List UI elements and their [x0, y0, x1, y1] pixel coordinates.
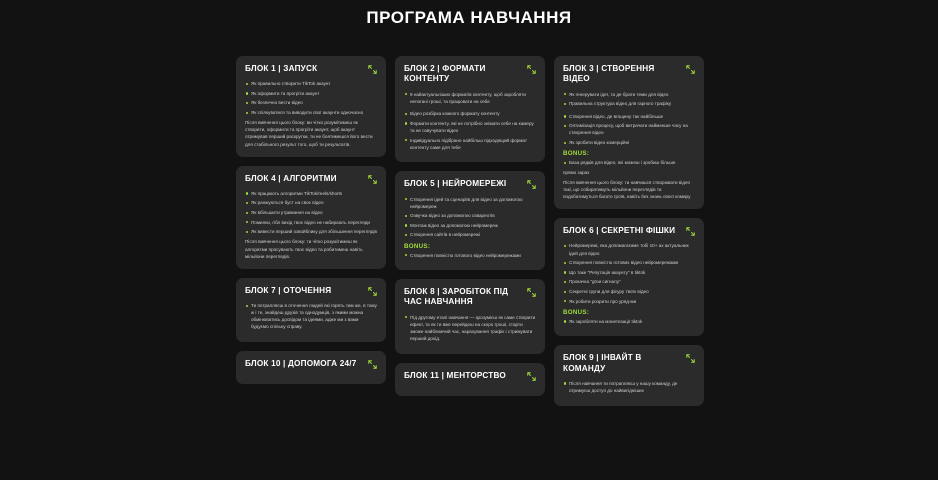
column-3 [554, 56, 704, 406]
card-extra-items [563, 113, 695, 146]
arrows-expand-icon[interactable] [686, 227, 695, 236]
card-block-1[interactable] [236, 56, 386, 157]
card-block-8[interactable] [395, 279, 545, 353]
list-item: Як зробити відео комерційні [563, 139, 695, 146]
card-items [404, 196, 536, 239]
list-item: Що таке "Репутація акаунту" в tiktok [563, 269, 695, 276]
card-block-11[interactable] [395, 363, 545, 396]
card-header [404, 371, 536, 381]
list-item: Як вивести перший озвойблику для збільшення переглядів [245, 228, 377, 235]
bonus-label: BONUS: [404, 242, 431, 250]
card-title: БЛОК 1 | ЗАПУСК [245, 64, 318, 73]
card-title: БЛОК 8 | ЗАРОБІТОК ПІД ЧАС НАВЧАННЯ [404, 287, 509, 307]
card-items [404, 314, 536, 342]
card-items [404, 91, 536, 105]
column-1 [236, 56, 386, 406]
card-block-10[interactable] [236, 351, 386, 384]
card-title: БЛОК 3 | СТВОРЕННЯ ВІДЕО [563, 64, 655, 84]
card-header [563, 353, 695, 374]
list-item: Як безпечно вести відео [245, 99, 377, 106]
arrows-expand-icon[interactable] [368, 65, 377, 74]
list-item: База рядків для відео, які можеш і зробиш більше [563, 159, 695, 166]
list-item: Індивідуально підібрано найбільш підходящий формат контенту саме для тебе [404, 137, 536, 151]
arrows-expand-icon[interactable] [527, 372, 536, 381]
list-item: Як ранжуються буст на своє відео [245, 199, 377, 206]
list-item: Під другому етапі навчання — зрозумієш як саме створити ефект, та як ти вже перейдеш на скоро гроші, старти зможе найближчий час, нарахування трафік і стримувати перший дохід. [404, 314, 536, 342]
list-item: Як заробляти на монетизації tiktok [563, 318, 695, 325]
card-header [404, 179, 536, 189]
list-item: Як правильно створити TikTok акаунт [245, 80, 377, 87]
card-block-4[interactable] [236, 166, 386, 269]
card-block-7[interactable] [236, 278, 386, 342]
card-items [563, 91, 695, 108]
list-item: Ти потрапляєш в оточення людей які горять тим же, в тому ж і те, знайдеш друзів та однодумців, з якими можна обмінюватись досвідом та ідеями, адже ми з вами будуємо спільну справу. [245, 302, 377, 330]
card-header [404, 287, 536, 308]
list-item: Помилки, гібл вихід твоє відео не набирають перегляди [245, 219, 377, 226]
card-items [245, 302, 377, 330]
card-header [245, 64, 377, 74]
bonus-label: BONUS: [563, 150, 590, 158]
card-title: БЛОК 10 | ДОПОМОГА 24/7 [245, 358, 357, 368]
list-item: Формати контенту, які не потрібно знімати себе на камеру та не озвучувати відео [404, 120, 536, 134]
card-title: БЛОК 2 | ФОРМАТИ КОНТЕНТУ [404, 64, 486, 84]
list-item: Створення повністю готового відео нейромережами [404, 252, 536, 259]
card-summary: Після вивчення цього блоку: ти навчишся створювати відео такі, що собиратимуть мільйони переглядів та подобатимуться багато гроїв, навіть без знань своєї комиру [563, 179, 691, 200]
bonus-items [404, 252, 536, 259]
card-items [245, 190, 377, 236]
bonus-items [563, 159, 695, 166]
list-item: Як спілкуватися та виводити свої акаунти одночасно [245, 109, 377, 116]
list-item: Створення ідей та сценаріїв для відео за допомогою нейромереж [404, 196, 536, 210]
list-item: Як оформити та прогріти акаунт [245, 90, 377, 97]
arrows-expand-icon[interactable] [368, 175, 377, 184]
card-block-6[interactable] [554, 218, 704, 336]
card-block-9[interactable] [554, 345, 704, 405]
arrows-expand-icon[interactable] [368, 360, 377, 369]
card-title: БЛОК 7 | ОТОЧЕННЯ [245, 285, 332, 295]
list-item: Як робити розрити про уряд-ми [563, 298, 695, 305]
card-header [245, 174, 377, 184]
list-item: Озвучка відео за допомогою озвареотів [404, 212, 536, 219]
card-block-3[interactable] [554, 56, 704, 209]
list-item: Створення повністю готових відео нейромережами [563, 259, 695, 266]
card-header [245, 286, 377, 296]
card-title: БЛОК 4 | АЛГОРИТМИ [245, 173, 337, 183]
arrows-expand-icon[interactable] [527, 65, 536, 74]
card-extra-items [404, 110, 536, 151]
list-item: Створення відео, де вгощену так найбільше [563, 113, 695, 120]
card-title: БЛОК 11 | МЕНТОРСТВО [404, 370, 506, 380]
list-item: Оптимізація процесу, щоб витрачати найменше часу на створення відео [563, 122, 695, 136]
column-2 [395, 56, 545, 406]
card-header [563, 226, 695, 236]
card-summary: Після вивчення цього блоку: ви чітко розумітимеш як створити, оформити та прогріти акаунт, щоб акаунт отримував перший раскрутки, ти не боятимешся його вести для стабільного результ того, щоб ти результатів. [245, 120, 373, 147]
bonus-note: прямо зараз [563, 169, 590, 175]
card-block-2[interactable] [395, 56, 545, 162]
arrows-expand-icon[interactable] [368, 287, 377, 296]
cards-grid [236, 56, 704, 406]
list-item: Як генерувати ідеї, та де брати теми для відео [563, 91, 695, 98]
card-title: БЛОК 6 | СЕКРЕТНІ ФІШКИ [563, 226, 676, 236]
card-summary: Після вивчення цього блоку: ти чітко розумітимеш як алгоритми просувають твоє відео та робитимеш навіть мільйони переглядів. [245, 239, 363, 259]
list-item: Секретні групи для фігуру твоїх відео [563, 288, 695, 295]
page-title: ПРОГРАМА НАВЧАННЯ [366, 8, 572, 27]
bonus-items [563, 318, 695, 325]
list-item: Прокачка "groи сигналу" [563, 278, 695, 285]
card-items [563, 242, 695, 304]
list-item: 9 найактуальніших форматів контенту, щоб заробляти непогані гроші, та працювати на себе [404, 91, 536, 105]
card-block-5[interactable] [395, 171, 545, 270]
card-header [404, 64, 536, 85]
arrows-expand-icon[interactable] [527, 288, 536, 297]
list-item: Створення сайтів в нейромережі [404, 231, 536, 238]
card-items [245, 80, 377, 116]
card-header [245, 359, 377, 369]
arrows-expand-icon[interactable] [527, 180, 536, 189]
list-item: Нейромережі, яка допомагатиме тобі 10+ ах актуальних ідей для відео [563, 242, 695, 256]
list-item: Монтаж відео за допомогою нейромереж [404, 222, 536, 229]
list-item: Правильна структура відео для гарного трафіку [563, 100, 695, 107]
card-items [563, 380, 695, 394]
bonus-label: BONUS: [563, 308, 590, 316]
card-title: БЛОК 9 | ІНВАЙТ В КОМАНДУ [563, 353, 642, 373]
arrows-expand-icon[interactable] [686, 354, 695, 363]
list-item: Після навчання ти потрапляєш у нашу команду, де отримуєш доступ до найвигідніших [563, 380, 695, 394]
list-item: Як працюють алгоритми TikTok/reels/shorts [245, 190, 377, 197]
arrows-expand-icon[interactable] [686, 65, 695, 74]
card-header [563, 64, 695, 85]
list-item: Як вбільшити утримання на відео [245, 209, 377, 216]
list-item: Відео розбірка кожного формату контенту [404, 110, 536, 117]
card-title: БЛОК 5 | НЕЙРОМЕРЕЖІ [404, 179, 507, 189]
